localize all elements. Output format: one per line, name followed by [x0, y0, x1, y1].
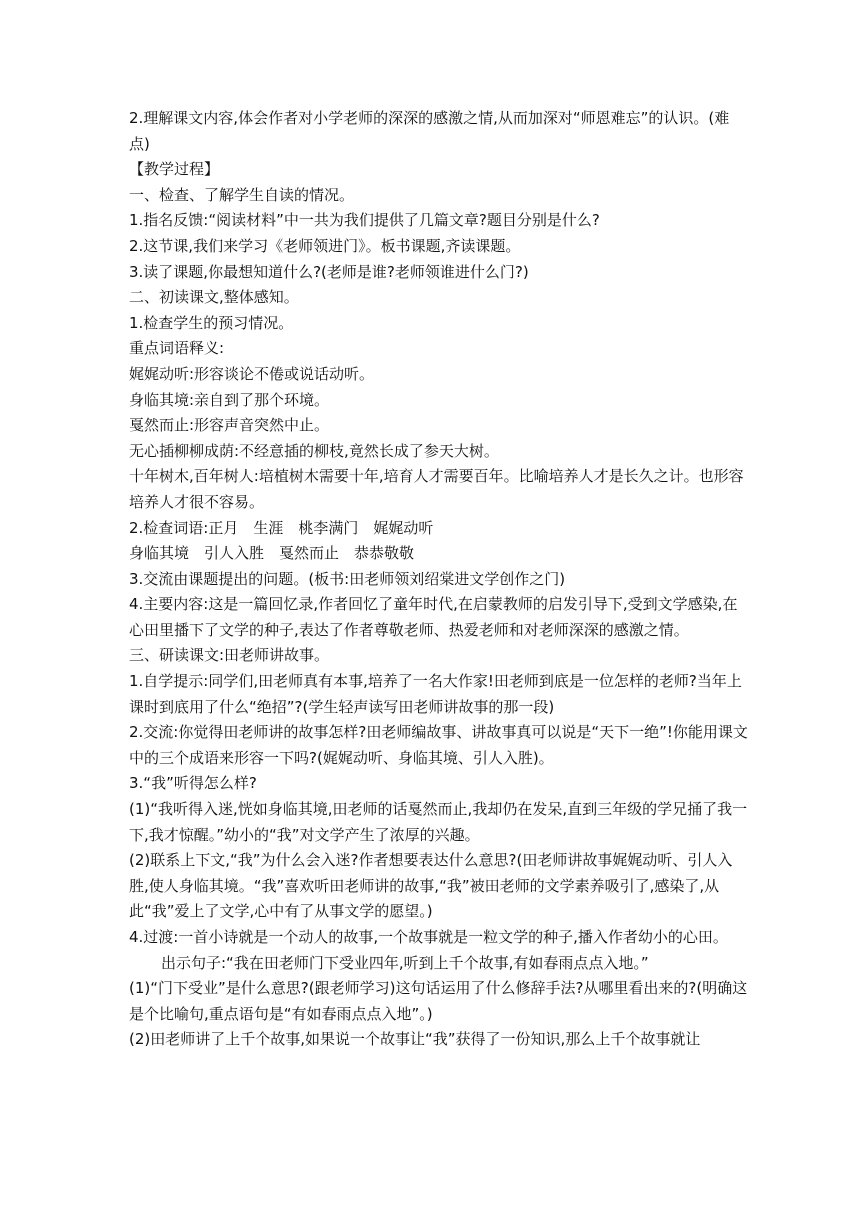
- step-3-1: 1.自学提示:同学们,田老师真有本事,培养了一名大作家!田老师到底是一位怎样的老师?当年上课时到底用了什么“绝招”?(学生轻声读写田老师讲故事的那一段): [129, 672, 742, 716]
- step-2-2-words: 身临其境 引人入胜 戛然而止 恭恭敬敬: [129, 544, 415, 563]
- step-3-4-2: (2)田老师讲了上千个故事,如果说一个故事让“我”获得了一份知识,那么上千个故事就让: [129, 1030, 701, 1049]
- step-3-3-1: (1)“我听得入迷,恍如身临其境,田老师的话戛然而止,我却仍在发呆,直到三年级的学兄捅了我一下,我才惊醒。”幼小的“我”对文学产生了浓厚的兴趣。: [129, 800, 748, 844]
- step-3-4-1: (1)“门下受业”是什么意思?(跟老师学习)这句话运用了什么修辞手法?从哪里看出来的?(明确这是个比喻句,重点语句是“有如春雨点点入地”。): [129, 979, 748, 1023]
- quoted-sentence: 出示句子:“我在田老师门下受业四年,听到上千个故事,有如春雨点点入地。”: [161, 953, 649, 972]
- objective-2: 2.理解课文内容,体会作者对小学老师的深深的感激之情,从而加深对“师恩难忘”的认识。(难点): [129, 109, 730, 153]
- vocab-item: 戛然而止:形容声音突然中止。: [129, 416, 330, 435]
- step-2-1: 1.检查学生的预习情况。: [129, 313, 294, 332]
- step-3-4: 4.过渡:一首小诗就是一个动人的故事,一个故事就是一粒文学的种子,播入作者幼小的心田。: [129, 928, 728, 946]
- vocab-item: 娓娓动听:形容谈论不倦或说话动听。: [129, 364, 375, 383]
- step-2-3: 3.交流由课题提出的问题。(板书:田老师领刘绍棠进文学创作之门): [129, 569, 566, 588]
- vocab-heading: 重点词语释义:: [129, 339, 225, 358]
- section-3-heading: 三、研读课文:田老师讲故事。: [129, 646, 330, 665]
- step-1-3: 3.读了课题,你最想知道什么?(老师是谁?老师领谁进什么门?): [129, 262, 529, 281]
- step-2-2: 2.检查词语:正月 生涯 桃李满门 娓娓动听: [129, 518, 434, 537]
- step-3-2: 2.交流:你觉得田老师讲的故事怎样?田老师编故事、讲故事真可以说是“天下一绝”!你能用课文中的三个成语来形容一下吗?(娓娓动听、身临其境、引人入胜)。: [129, 723, 748, 767]
- section-2-heading: 二、初读课文,整体感知。: [129, 288, 299, 307]
- vocab-item: 十年树木,百年树人:培植树木需要十年,培育人才需要百年。比喻培养人才是长久之计。也形容培养人才很不容易。: [129, 467, 744, 511]
- step-2-4: 4.主要内容:这是一篇回忆录,作者回忆了童年时代,在启蒙教师的启发引导下,受到文学感染,在心田里播下了文学的种子,表达了作者尊敬老师、热爱老师和对老师深深的感激之情。: [129, 595, 738, 639]
- step-3-3: 3.“我”听得怎么样?: [129, 774, 257, 793]
- step-1-2: 2.这节课,我们来学习《老师领进门》。板书课题,齐读课题。: [129, 236, 521, 255]
- vocab-item: 无心插柳柳成荫:不经意插的柳枝,竟然长成了参天大树。: [129, 441, 499, 460]
- step-1-1: 1.指名反馈:“阅读材料”中一共为我们提供了几篇文章?题目分别是什么?: [129, 211, 600, 230]
- section-1-heading: 一、检查、了解学生自读的情况。: [129, 185, 355, 204]
- vocab-item: 身临其境:亲自到了那个环境。: [129, 390, 330, 409]
- section-heading-teaching-process: 【教学过程】: [129, 160, 220, 179]
- step-3-3-2: (2)联系上下文,“我”为什么会入迷?作者想要表达什么意思?(田老师讲故事娓娓动听、引人入胜,使人身临其境。“我”喜欢听田老师讲的故事,“我”被田老师的文学素养吸引了,感染了,从此“我”爱上了文学,心中有了从事文学的愿望。): [129, 851, 733, 921]
